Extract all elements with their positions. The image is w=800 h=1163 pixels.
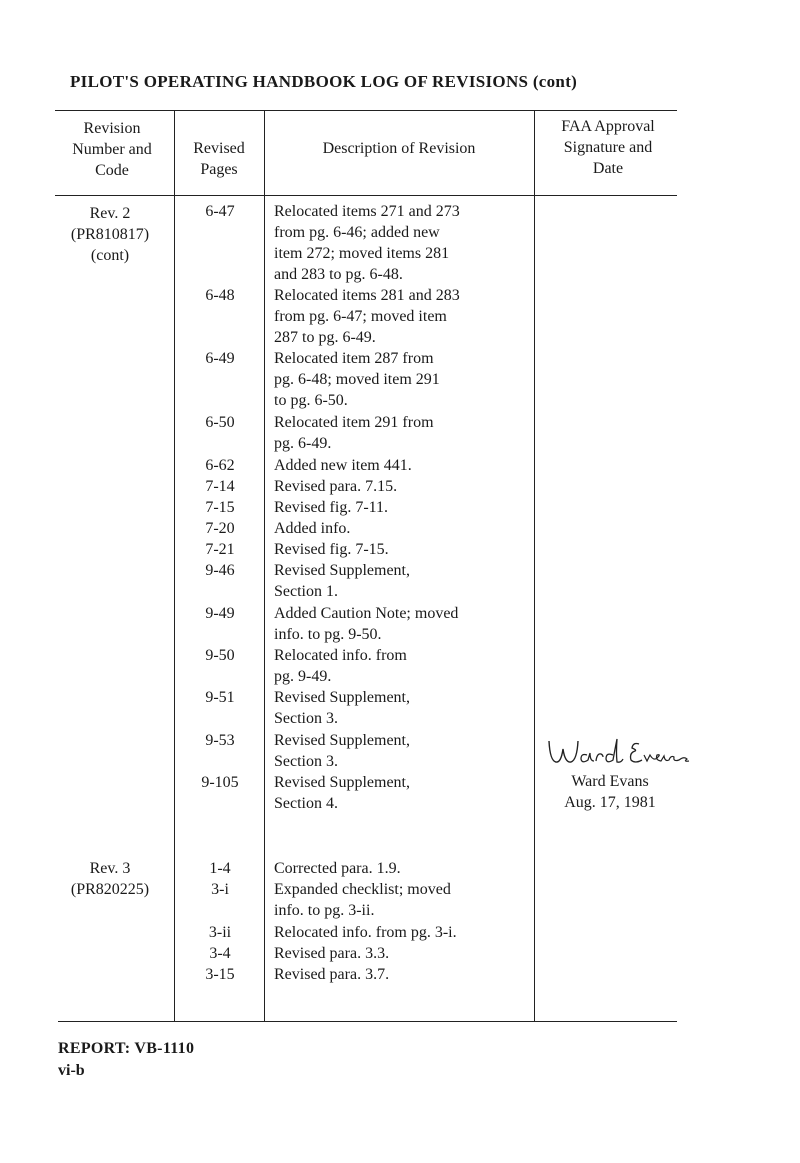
header-revision — [50, 118, 174, 181]
header-approval-line: Date — [592, 160, 624, 177]
revised-page: 3-ii — [208, 924, 232, 941]
column-divider-3 — [534, 111, 535, 1021]
header-description — [266, 138, 532, 159]
header-approval-line: Signature and — [563, 139, 653, 156]
revised-page: 3-4 — [209, 945, 231, 962]
revision-description: Revised Supplement, — [274, 689, 410, 706]
page-number: vi-b — [58, 1062, 85, 1079]
revision-description: Corrected para. 1.9. — [274, 860, 401, 877]
revision-description: Revised fig. 7-11. — [274, 499, 389, 516]
revised-page: 9-51 — [205, 689, 235, 706]
revision-description: info. to pg. 9-50. — [274, 626, 382, 643]
revision-description: Added new item 441. — [274, 457, 412, 474]
revised-page: 9-46 — [205, 562, 235, 579]
revision-description: Revised Supplement, — [274, 732, 410, 749]
revised-page: 3-i — [211, 881, 229, 898]
header-pages-line: Revised — [193, 140, 245, 157]
revised-page: 6-47 — [205, 203, 235, 220]
revision-description: Relocated item 287 from — [274, 350, 434, 367]
revision-description: Relocated items 271 and 273 — [274, 203, 460, 220]
revision-description: Revised Supplement, — [274, 562, 410, 579]
revision-description: Added Caution Note; moved — [274, 605, 459, 622]
revision-description: 287 to pg. 6-49. — [274, 329, 376, 346]
revision-description: info. to pg. 3-ii. — [274, 902, 375, 919]
revision-description: Section 3. — [274, 753, 338, 770]
revision-description: to pg. 6-50. — [274, 392, 348, 409]
rev3-label-line: (PR820225) — [70, 881, 150, 898]
header-approval — [536, 116, 680, 179]
header-revision-line: Number and — [72, 141, 152, 158]
revised-page: 9-49 — [205, 605, 235, 622]
column-divider-2 — [264, 111, 265, 1021]
revision-description: Relocated info. from — [274, 647, 407, 664]
header-revision-line: Code — [95, 162, 129, 179]
signature-date: Aug. 17, 1981 — [564, 794, 656, 811]
header-bottom-rule — [55, 195, 677, 196]
table-top-rule — [55, 110, 677, 111]
revision-description: pg. 6-49. — [274, 435, 332, 452]
signature-name: Ward Evans — [571, 773, 649, 790]
rev3-label — [50, 858, 170, 900]
revised-page: 7-20 — [205, 520, 235, 537]
revision-description: pg. 6-48; moved item 291 — [274, 371, 440, 388]
revision-description: Added info. — [274, 520, 351, 537]
table-bottom-rule — [58, 1021, 677, 1022]
revision-description: Relocated info. from pg. 3-i. — [274, 924, 457, 941]
column-divider-1 — [174, 111, 175, 1021]
handwritten-signature — [543, 733, 693, 771]
revised-page: 6-62 — [205, 457, 235, 474]
revised-page: 7-14 — [205, 478, 235, 495]
revision-description: Revised Supplement, — [274, 774, 410, 791]
revision-description: Relocated item 291 from — [274, 414, 434, 431]
revision-description: Section 3. — [274, 710, 338, 727]
revised-page: 6-48 — [205, 287, 235, 304]
report-number: REPORT: VB-1110 — [58, 1040, 195, 1057]
revision-description: Section 1. — [274, 583, 338, 600]
rev2-label — [50, 203, 170, 266]
rev3-label-line: Rev. 3 — [89, 860, 131, 877]
revised-page: 9-105 — [201, 774, 239, 791]
revision-description: Expanded checklist; moved — [274, 881, 451, 898]
revision-description: Revised para. 3.3. — [274, 945, 390, 962]
revised-page: 7-15 — [205, 499, 235, 516]
rev2-label-line: Rev. 2 — [89, 205, 131, 222]
revision-description: from pg. 6-46; added new — [274, 224, 440, 241]
revision-description: from pg. 6-47; moved item — [274, 308, 447, 325]
revision-description: pg. 9-49. — [274, 668, 332, 685]
revised-page: 6-50 — [205, 414, 235, 431]
header-pages — [176, 138, 262, 180]
revision-description: and 283 to pg. 6-48. — [274, 266, 403, 283]
header-revision-line: Revision — [83, 120, 141, 137]
revised-page: 3-15 — [205, 966, 235, 983]
revised-page: 7-21 — [205, 541, 235, 558]
revision-description: Section 4. — [274, 795, 338, 812]
header-description-line: Description of Revision — [322, 140, 476, 157]
revised-page: 1-4 — [209, 860, 231, 877]
header-pages-line: Pages — [200, 161, 238, 178]
revision-description: Revised para. 7.15. — [274, 478, 398, 495]
revision-description: item 272; moved items 281 — [274, 245, 450, 262]
rev2-label-line: (cont) — [90, 247, 130, 264]
revised-page: 6-49 — [205, 350, 235, 367]
revision-description: Revised para. 3.7. — [274, 966, 390, 983]
revision-description: Relocated items 281 and 283 — [274, 287, 460, 304]
page-title: PILOT'S OPERATING HANDBOOK LOG OF REVISIONS (cont) — [70, 72, 578, 91]
revised-page: 9-50 — [205, 647, 235, 664]
revised-page: 9-53 — [205, 732, 235, 749]
revision-description: Revised fig. 7-15. — [274, 541, 389, 558]
rev2-label-line: (PR810817) — [70, 226, 150, 243]
header-approval-line: FAA Approval — [561, 118, 655, 135]
